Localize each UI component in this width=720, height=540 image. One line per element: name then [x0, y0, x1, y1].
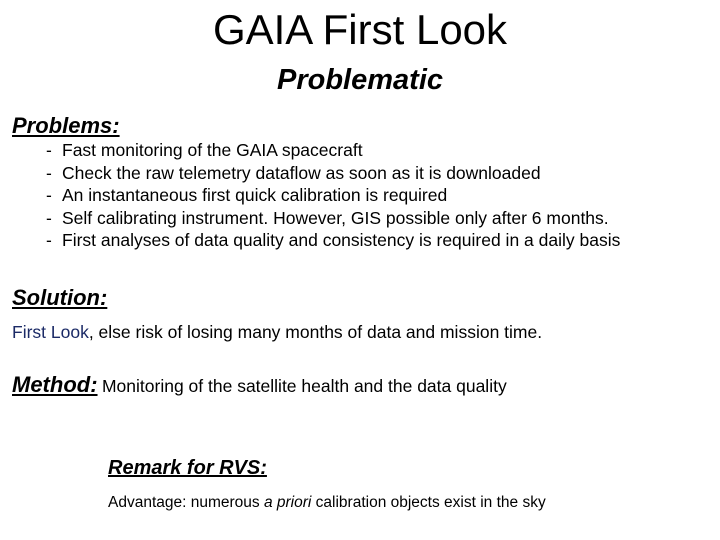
- list-item: [46, 207, 620, 230]
- solution-heading: Solution:: [12, 285, 108, 310]
- list-item: [46, 184, 620, 207]
- bullet-dash: -: [46, 140, 52, 160]
- problems-heading: Problems:: [12, 113, 120, 138]
- remark-suffix: calibration objects exist in the sky: [311, 494, 546, 511]
- problem-text: Check the raw telemetry dataflow as soon as it is downloaded: [62, 162, 541, 183]
- problem-text: First analyses of data quality and consistency is required in a daily basis: [62, 230, 621, 250]
- solution-rest: , else risk of losing many months of data and mission time.: [88, 322, 543, 342]
- page-subtitle: Problematic: [277, 64, 443, 96]
- list-item: [46, 139, 620, 162]
- bullet-dash: -: [46, 162, 52, 183]
- method-line: [12, 372, 507, 399]
- bullet-dash: -: [46, 230, 52, 250]
- solution-text: [12, 320, 542, 344]
- bullet-dash: -: [46, 207, 52, 228]
- method-text: Monitoring of the satellite health and the data quality: [101, 376, 507, 396]
- first-look-emphasis: First Look: [12, 322, 89, 342]
- bullet-dash: -: [46, 185, 52, 205]
- remark-text: [108, 492, 546, 514]
- problem-text: An instantaneous first quick calibration is required: [62, 185, 448, 205]
- remark-heading: Remark for RVS:: [108, 457, 267, 479]
- remark-italic: a priori: [263, 494, 312, 511]
- problem-text: Fast monitoring of the GAIA spacecraft: [62, 140, 363, 160]
- page-title: GAIA First Look: [212, 6, 508, 53]
- problem-text: Self calibrating instrument. However, GIS possible only after 6 months.: [62, 207, 609, 228]
- list-item: [46, 162, 620, 185]
- list-item: [46, 229, 620, 252]
- method-heading: Method:: [12, 372, 98, 397]
- problem-list: [46, 139, 620, 252]
- remark-prefix: Advantage: numerous: [108, 494, 264, 511]
